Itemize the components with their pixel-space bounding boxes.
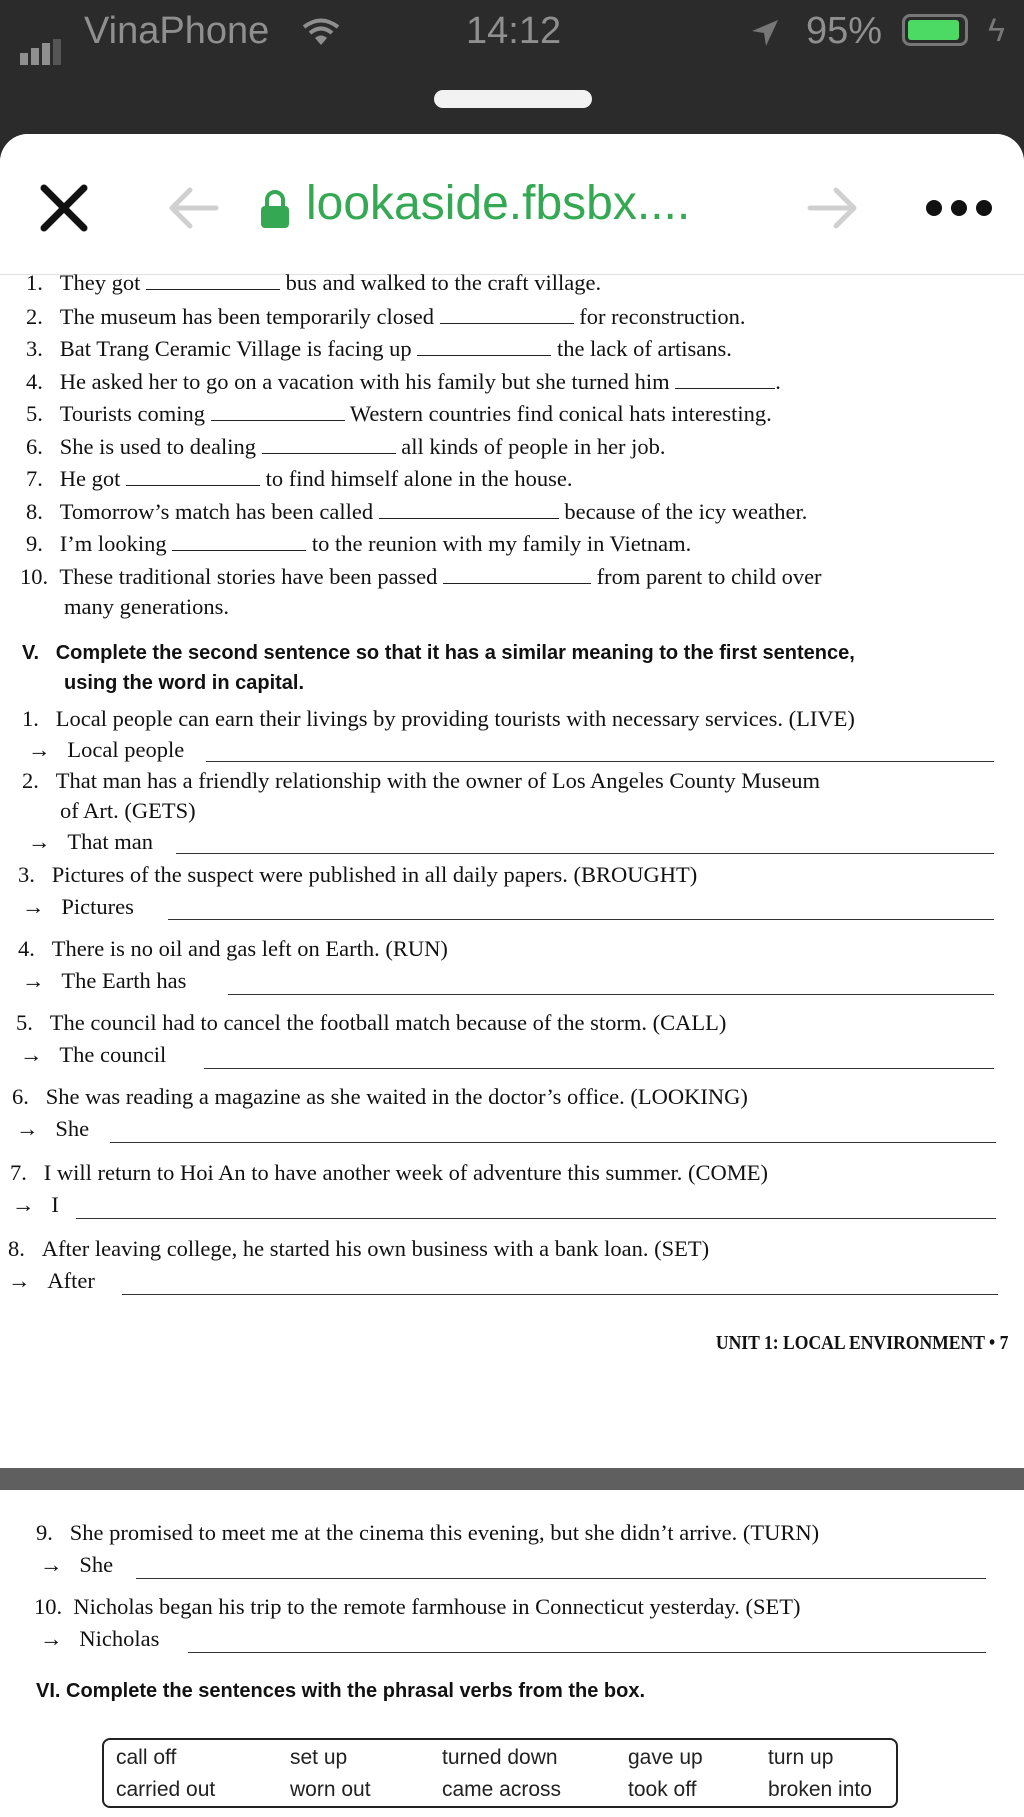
answer-blank[interactable]: [146, 289, 280, 290]
answer-blank[interactable]: [675, 388, 775, 389]
answer-line[interactable]: [206, 761, 994, 762]
answer-line[interactable]: [176, 853, 994, 854]
phrase-item: gave up: [628, 1746, 703, 1769]
answer-blank[interactable]: [126, 485, 260, 486]
close-icon[interactable]: [36, 180, 92, 236]
answer-line[interactable]: [228, 994, 994, 995]
exercise-v-heading: V. Complete the second sentence so that it has a similar meaning to the first sentence,: [22, 642, 855, 664]
exercise-v-answer-start: → The Earth has: [22, 968, 187, 993]
answer-line[interactable]: [168, 919, 994, 920]
more-options-icon[interactable]: [924, 196, 994, 220]
exercise-v-question: 9. She promised to meet me at the cinema this evening, but she didn’t arrive. (TURN): [36, 1520, 820, 1545]
forward-arrow-icon[interactable]: [806, 184, 862, 232]
phrase-item: call off: [116, 1746, 177, 1769]
exercise-v-answer-start: → Local people: [28, 737, 185, 762]
location-arrow-icon: [750, 18, 780, 48]
exercise-v-answer-start: → Nicholas: [40, 1626, 160, 1651]
clock: 14:12: [466, 10, 562, 52]
phrase-item: broken into: [768, 1778, 872, 1801]
sheet-grabber[interactable]: [434, 90, 592, 108]
battery-icon: [902, 14, 968, 46]
answer-line[interactable]: [110, 1142, 996, 1143]
exercise-v-question: 2. That man has a friendly relationship with the owner of Los Angeles County Museum: [22, 768, 820, 793]
exercise-iv-item: 10. These traditional stories have been passed from parent to child over: [20, 564, 822, 589]
exercise-v-question: 7. I will return to Hoi An to have another week of adventure this summer. (COME): [10, 1160, 768, 1185]
exercise-v-answer-start: → I: [12, 1192, 59, 1217]
exercise-iv-item: 5. Tourists coming Western countries find conical hats interesting.: [26, 401, 772, 426]
answer-line[interactable]: [136, 1578, 986, 1579]
lock-icon: [258, 188, 292, 230]
exercise-v-answer-start: → She: [16, 1116, 90, 1141]
exercise-v-answer-start: → The council: [20, 1042, 167, 1067]
back-arrow-icon[interactable]: [164, 184, 220, 232]
browser-sheet: [0, 134, 1024, 1817]
page-footer: UNIT 1: LOCAL ENVIRONMENT • 7: [715, 1332, 1008, 1354]
phrasal-verb-box: [102, 1738, 898, 1808]
exercise-iv-item: 4. He asked her to go on a vacation with his family but she turned him .: [26, 369, 781, 394]
exercise-v-answer-start: → That man: [28, 829, 153, 854]
exercise-v-question: 8. After leaving college, he started his own business with a bank loan. (SET): [8, 1236, 710, 1261]
wifi-icon: [302, 18, 340, 46]
answer-blank[interactable]: [211, 420, 345, 421]
exercise-v-answer-start: → After: [8, 1268, 95, 1293]
phrase-item: carried out: [116, 1778, 216, 1801]
exercise-iv-item: 9. I’m looking to the reunion with my family in Vietnam.: [26, 531, 692, 556]
answer-blank[interactable]: [262, 453, 396, 454]
exercise-iv-item-continued: many generations.: [64, 594, 229, 619]
exercise-iv-item: 1. They got bus and walked to the craft village.: [26, 270, 602, 295]
signal-icon: [20, 22, 64, 65]
phrase-item: came across: [442, 1778, 562, 1801]
exercise-vi-heading: VI. Complete the sentences with the phrasal verbs from the box.: [36, 1680, 646, 1702]
exercise-v-question: 4. There is no oil and gas left on Earth. (RUN): [18, 936, 448, 961]
answer-blank[interactable]: [443, 583, 591, 584]
exercise-v-question: 1. Local people can earn their livings by providing tourists with necessary services. (LIVE): [22, 706, 855, 731]
exercise-iv-item: 8. Tomorrow’s match has been called because of the icy weather.: [26, 499, 808, 524]
exercise-v-question: 3. Pictures of the suspect were published in all daily papers. (BROUGHT): [18, 862, 698, 887]
phrase-item: worn out: [290, 1778, 371, 1801]
phrase-item: took off: [628, 1778, 697, 1801]
answer-blank[interactable]: [440, 323, 574, 324]
answer-line[interactable]: [188, 1652, 986, 1653]
exercise-v-answer-start: → She: [40, 1552, 114, 1577]
phrase-item: set up: [290, 1746, 348, 1769]
battery-percent: 95%: [806, 10, 883, 52]
exercise-iv-item: 2. The museum has been temporarily closed for reconstruction.: [26, 304, 746, 329]
carrier-name: VinaPhone: [84, 10, 270, 52]
exercise-v-answer-start: → Pictures: [22, 894, 134, 919]
answer-blank[interactable]: [379, 518, 559, 519]
exercise-v-heading-line2: using the word in capital.: [64, 672, 305, 694]
charging-icon: ϟ: [988, 12, 1005, 48]
exercise-iv-item: 3. Bat Trang Ceramic Village is facing up the lack of artisans.: [26, 336, 732, 361]
phrase-item: turn up: [768, 1746, 834, 1769]
url-label[interactable]: lookaside.fbsbx....: [306, 177, 691, 230]
page-break: [0, 1468, 1024, 1490]
exercise-iv-item: 7. He got to find himself alone in the house.: [26, 466, 573, 491]
exercise-v-question: 6. She was reading a magazine as she waited in the doctor’s office. (LOOKING): [12, 1084, 748, 1109]
answer-blank[interactable]: [417, 355, 551, 356]
exercise-iv-item: 6. She is used to dealing all kinds of people in her job.: [26, 434, 666, 459]
browser-toolbar: [0, 134, 1024, 275]
phrase-item: turned down: [442, 1746, 558, 1769]
answer-line[interactable]: [204, 1068, 994, 1069]
answer-line[interactable]: [76, 1218, 996, 1219]
exercise-v-question-line2: of Art. (GETS): [60, 798, 196, 823]
exercise-v-question: 5. The council had to cancel the football match because of the storm. (CALL): [16, 1010, 727, 1035]
exercise-v-question: 10. Nicholas began his trip to the remote farmhouse in Connecticut yesterday. (SET): [34, 1594, 801, 1619]
answer-line[interactable]: [122, 1294, 998, 1295]
status-bar: [0, 0, 1024, 64]
answer-blank[interactable]: [172, 550, 306, 551]
